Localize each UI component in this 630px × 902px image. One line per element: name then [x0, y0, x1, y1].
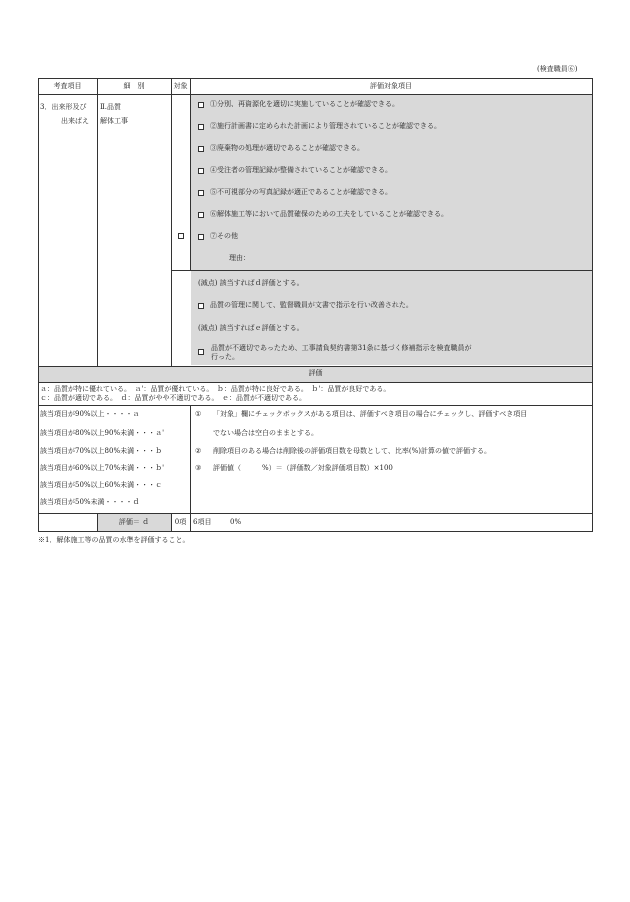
deduction-e-text-line2: 行った。: [211, 353, 239, 361]
inspector-label: (検査職員⑥): [537, 65, 578, 73]
legend-line1: ａ：品質が特に優れている。 ａ'：品質が優れている。 ｂ：品質が特に良好である。 ｂ'：品質が良好である。: [40, 385, 391, 393]
note-1-line1: 「対象」欄にチェックボックスがある項目は、評価すべき項目の場合にチェックし、評価すべき項目: [213, 410, 528, 418]
grade-b: 該当項目が70%以上80%未満・・・ｂ: [40, 447, 163, 455]
note-2-text: 削除項目のある場合は削除後の評価項目数を母数として、比率(%)計算の値で評価する。: [213, 447, 491, 455]
criterion-4-text: ④受注者の管理記録が整備されていることが確認できる。: [210, 166, 392, 174]
footer-count: 0項: [174, 518, 187, 526]
footer-eval-label: 評価＝ ｄ: [118, 518, 150, 526]
detail-label-line2: 解体工事: [100, 117, 128, 125]
item-label-line1: 3．出来形及び: [40, 103, 87, 111]
criterion-4: [198, 167, 392, 174]
criterion-4-checkbox[interactable]: [198, 168, 204, 174]
item-label-line2: 出来ばえ: [61, 117, 89, 125]
criterion-7: [198, 233, 238, 240]
deduction-d-checkbox[interactable]: [198, 303, 204, 309]
criterion-7-text: ⑦その他: [210, 232, 238, 240]
deduction-d-row: [198, 302, 413, 309]
criterion-5: [198, 189, 392, 196]
header-item: 考査項目: [53, 82, 82, 90]
criterion-7-checkbox[interactable]: [198, 234, 204, 240]
note-1-mark: ①: [195, 410, 202, 418]
header-target: 対象: [173, 82, 188, 90]
grade-d: 該当項目が50%未満・・・・ｄ: [40, 498, 140, 506]
other-target-checkbox[interactable]: [178, 233, 184, 239]
criterion-2-checkbox[interactable]: [198, 124, 204, 130]
criterion-3: [198, 145, 364, 152]
note-3-text: 評価値（ %）＝（評価数／対象評価項目数）×100: [213, 464, 393, 472]
note-3-mark: ③: [195, 464, 202, 472]
deduction-d-heading: (減点) 該当すればｄ評価とする。: [198, 279, 304, 287]
criterion-3-checkbox[interactable]: [198, 146, 204, 152]
criterion-6-checkbox[interactable]: [198, 212, 204, 218]
deduction-d-text: 品質の管理に関して、監督職員が文書で指示を行い改善された。: [210, 301, 413, 309]
detail-label-line1: Ⅱ.品質: [100, 103, 121, 111]
footer-percent: 0%: [230, 518, 242, 526]
criterion-6-text: ⑥解体施工等において品質確保のための工夫をしていることが確認できる。: [210, 210, 448, 218]
criterion-1-checkbox[interactable]: [198, 102, 204, 108]
criterion-2-text: ②施行計画書に定められた計画により管理されていることが確認できる。: [210, 122, 441, 130]
criterion-5-checkbox[interactable]: [198, 190, 204, 196]
criterion-2: [198, 123, 441, 130]
criterion-1-text: ①分別、再資源化を適切に実施していることが確認できる。: [210, 100, 399, 108]
footer-total: 6項目: [193, 518, 212, 526]
grade-b-prime: 該当項目が60%以上70%未満・・・ｂ': [40, 464, 165, 472]
legend-line2: ｃ：品質が適切である。 ｄ：品質がやや不適切である。 ｅ：品質が不適切である。: [40, 394, 306, 402]
header-detail: 細 別: [123, 82, 145, 90]
footnote: ※1．解体施工等の品質の水準を評価すること。: [38, 536, 190, 544]
criterion-3-text: ③廃棄物の処理が適切であることが確認できる。: [210, 144, 364, 152]
evaluation-header: 評価: [308, 369, 323, 377]
header-eval-items: 評価対象項目: [370, 82, 412, 90]
note-1-line2: でない場合は空白のままとする。: [213, 429, 318, 437]
grade-a-prime: 該当項目が80%以上90%未満・・・ａ': [40, 429, 165, 437]
deduction-e-checkbox[interactable]: [198, 349, 204, 355]
deduction-e-heading: (減点) 該当すればｅ評価とする。: [198, 324, 304, 332]
criterion-5-text: ⑤不可視部分の写真記録が適正であることが確認できる。: [210, 188, 392, 196]
deduction-e-text-line1: 品質が不適切であったため、工事請負契約書第31条に基づく修補指示を検査職員が: [211, 344, 472, 352]
criterion-1: [198, 101, 399, 108]
criterion-6: [198, 211, 448, 218]
grade-a: 該当項目が90%以上・・・・ａ: [40, 410, 140, 418]
reason-label: 理由：: [229, 254, 250, 262]
grade-c: 該当項目が50%以上60%未満・・・ｃ: [40, 481, 163, 489]
note-2-mark: ②: [195, 447, 202, 455]
